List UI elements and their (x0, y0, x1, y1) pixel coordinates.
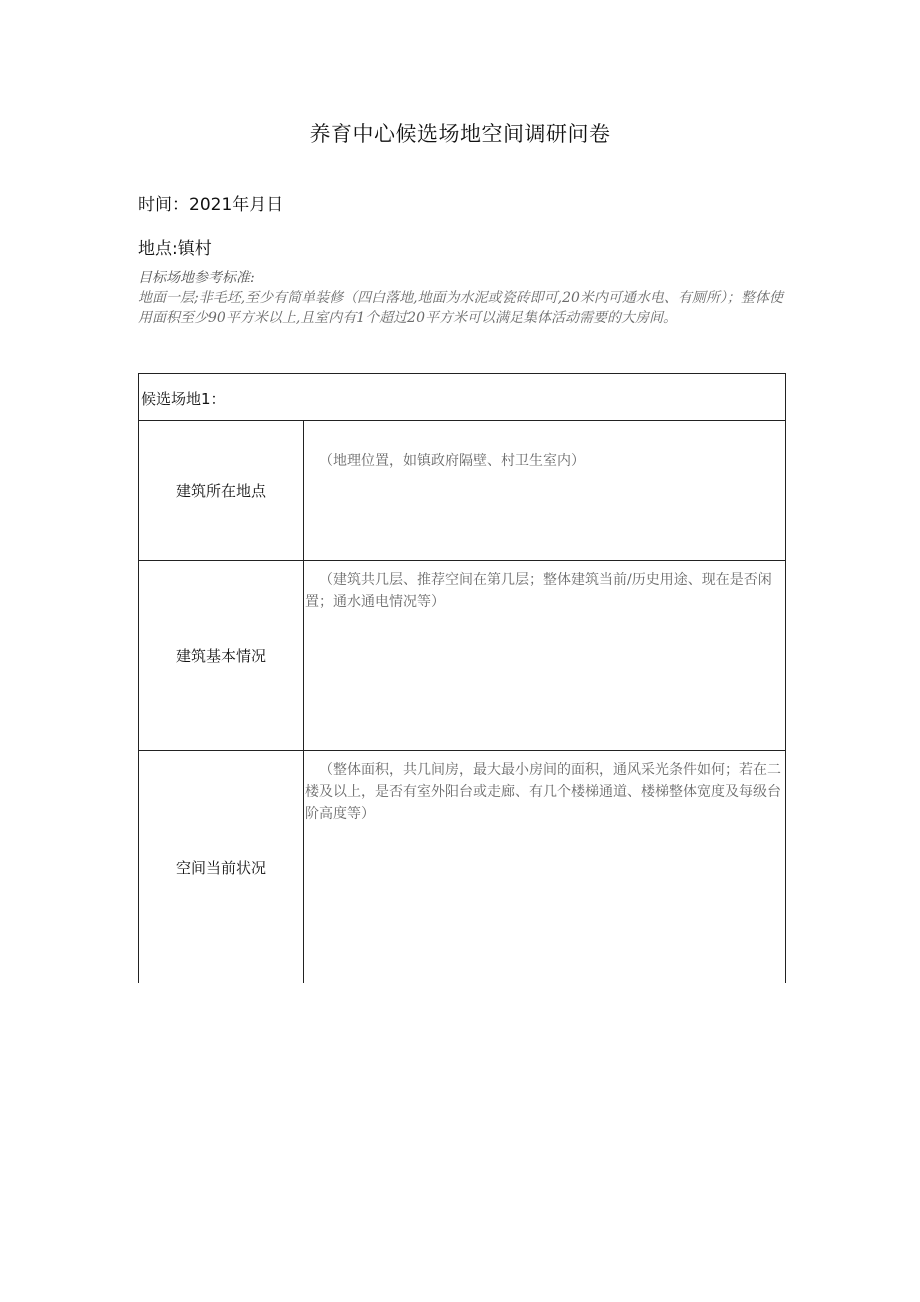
survey-time-field: 时间：2021年月日 (138, 195, 284, 215)
row-label-building-location: 建筑所在地点 (139, 420, 304, 560)
page-title: 养育中心候选场地空间调研问卷 (309, 122, 611, 146)
answer-cell-building-basics[interactable]: （建筑共几层、推荐空间在第几层；整体建筑当前/历史用途、现在是否闲置；通水通电情况等） (305, 572, 772, 610)
candidate-site-table (138, 373, 786, 983)
answer-cell-building-location[interactable]: （地理位置，如镇政府隔壁、村卫生室内） (319, 453, 585, 469)
table-row (139, 561, 785, 751)
reference-criteria (138, 268, 788, 328)
answer-cell-space-status[interactable]: （整体面积，共几间房，最大最小房间的面积，通风采光条件如何；若在二楼及以上，是否有室外阳台或走廊、有几个楼梯通道、楼梯整体宽度及每级台阶高度等） (305, 762, 781, 822)
table-row (139, 751, 785, 983)
row-label-building-basics: 建筑基本情况 (139, 561, 304, 750)
row-label-space-status: 空间当前状况 (139, 751, 304, 983)
survey-location-field: 地点:镇村 (138, 239, 212, 259)
table-header (139, 374, 785, 421)
candidate-site-heading: 候选场地1： (141, 390, 226, 408)
table-row (139, 420, 785, 561)
criteria-text: 地面一层;非毛坯,至少有简单装修（四白落地,地面为水泥或瓷砖即可,20米内可通水电、有厕所）；整体使用面积至少90平方米以上,且室内有1个超过20平方米可以满足集体活动需要的大房间。 (138, 290, 783, 326)
criteria-heading: 目标场地参考标准: (138, 270, 255, 286)
